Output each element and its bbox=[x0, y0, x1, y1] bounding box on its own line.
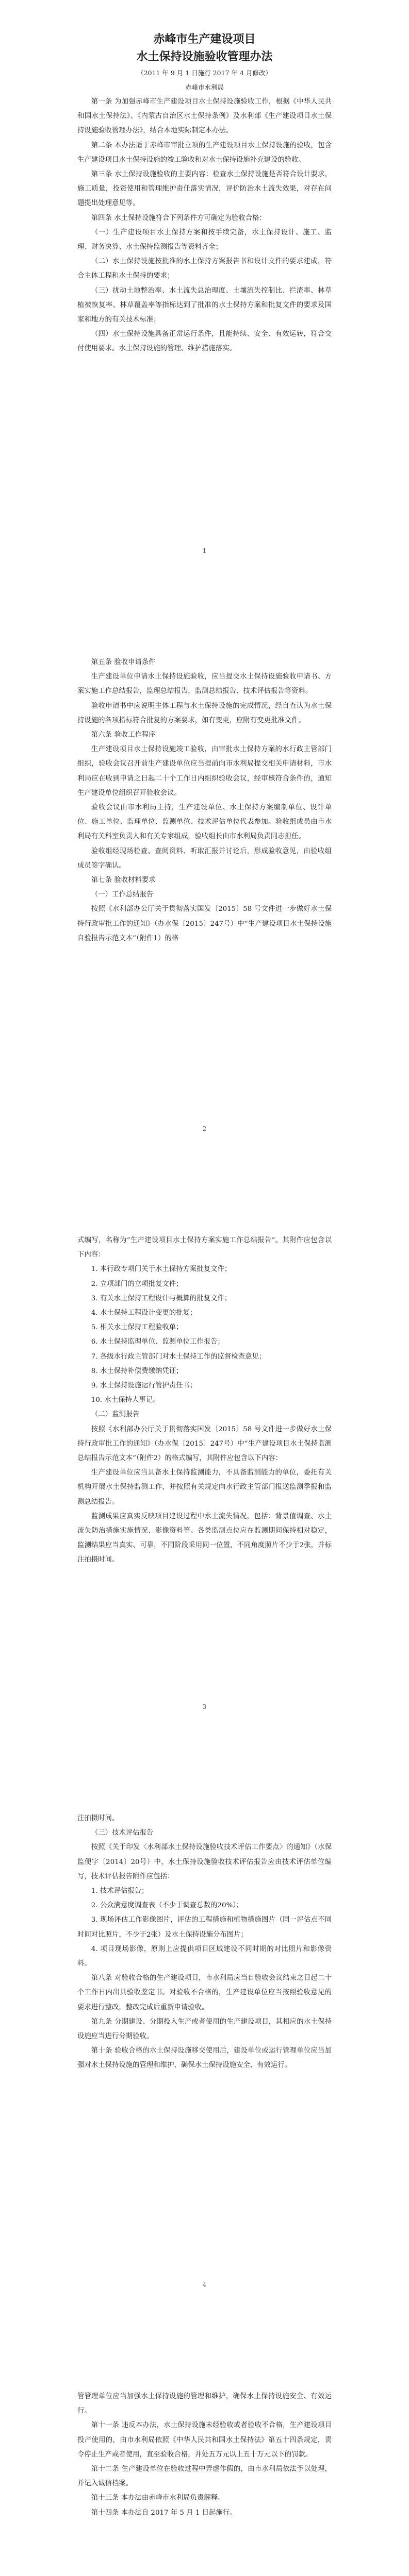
paragraph: 第十一条 违反本办法，水土保持设施未经验收或者验收不合格，生产建设项目投产使用的，由市水利局依照《中华人民共和国水土保持法》第五十四条规定，责令停止生产或者使用，直至验收合格，并处五万元以上五十万元以下的罚款。 bbox=[77, 2421, 332, 2459]
paragraph: 4. 水土保持工程设计变更的批复； bbox=[91, 1309, 197, 1317]
paragraph: 管管理单位应当加强水土保持设施的管理和维护，确保水土保持设施安全、有效运行。 bbox=[77, 2393, 332, 2415]
paragraph: 验收申请书中应说明主体工程与水土保持设施的完成情况，经自查认为水土保持设施的各项指标符合批复的方案要求，如有变更，应附有变更批准文件。 bbox=[77, 702, 332, 724]
paragraph: 2. 公众满意度调查表（不少于调查总数的20%）； bbox=[91, 1902, 243, 1910]
paragraph: （三）扰动土地整治率、水土流失总治理度、土壤流失控制比、拦渣率、林草植被恢复率、林草覆盖率等指标达到了批准的水土保持方案和批复文件的要求及国家和地方的有关技术标准； bbox=[77, 286, 332, 324]
paragraph: 9. 水土保持设施运行管护责任书； bbox=[91, 1382, 197, 1390]
paragraph: 第七条 验收材料要求 bbox=[91, 876, 156, 885]
paragraph: 7. 各级水行政主管部门对水土保持工作的监督检查意见； bbox=[91, 1352, 266, 1361]
paragraph: （三）技术评估报告 bbox=[91, 1829, 154, 1837]
paragraph: （一）工作总结报告 bbox=[91, 891, 154, 899]
paragraph: （一）生产建设项目水土保持方案和按手续完备，水土保持设计、施工、监理、财务决算、水土保持监测报告等资料齐全； bbox=[77, 228, 332, 251]
page-number: 3 bbox=[202, 1703, 207, 1710]
paragraph: 第六条 验收工作程序 bbox=[91, 731, 156, 739]
page-3 bbox=[0, 1156, 409, 1734]
paragraph: 第四条 水土保持设施符合下列条件方可确定为验收合格： bbox=[91, 214, 266, 222]
paragraph: 按照《关于印发〈水利部水土保持设施验收技术评估工作要点〉的通知》（水保监便字〔2014〕20号）中，水土保持设施验收技术评估报告应由技术评估单位编写，技术评估报告附件应包括： bbox=[77, 1843, 332, 1880]
page-body bbox=[77, 1233, 332, 1568]
page-5 bbox=[0, 2312, 409, 2576]
paragraph: 第十二条 生产建设单位在验收过程中弄虚作假的，由市水利局依法予以处理，并记入诚信档案。 bbox=[77, 2465, 332, 2488]
paragraph: 第三条 水土保持设施验收的主要内容：检查水土保持设施是否符合设计要求，施工质量，投资使用和管理维护责任落实情况，评价防治水土流失效果，对存在问题提出处理意见等。 bbox=[77, 171, 332, 208]
paragraph: （二）水土保持设施按批准的水土保持方案报告书和设计文件的要求建成，符合主体工程和水土保持的要求； bbox=[77, 258, 332, 280]
paragraph: 3. 现场评估工作影像图片，评估的工程措施和植物措施图片（同一评估点不同时间对比照片，不少于2张）及水土保持设施分布图片； bbox=[77, 1916, 332, 1939]
paragraph: 第八条 对验收合格的生产建设项目，市水利局应当自验收会议结束之日起二十个工作日内出具验收鉴定书。对验收不合格的，生产建设单位应当按照验收意见的要求进行整改，整改完成后重新申请验收。 bbox=[77, 1974, 332, 2011]
paragraph: 6. 水土保持监理单位、监测单位工作报告； bbox=[91, 1338, 224, 1346]
paragraph: 第一条 为加强赤峰市生产建设项目水土保持设施验收工作，根据《中华人民共和国水土保持法》、《内蒙古自治区水土保持条例》及水利部《生产建设项目水土保持设施验收管理办法》，结合本地实际制定本办法。 bbox=[77, 98, 332, 135]
paragraph: 4. 项目现场影像，原则上应提供项目区域建设不同时期的对比照片和影像资料。 bbox=[77, 1945, 332, 1968]
page-number: 2 bbox=[202, 1125, 207, 1132]
page-number: 4 bbox=[202, 2281, 207, 2289]
paragraph: 2. 立项部门的立项批复文件； bbox=[91, 1280, 183, 1288]
document-issuer: 赤峰市水利局 bbox=[185, 83, 224, 91]
paragraph: 第二条 本办法适于赤峰市审批立项的生产建设项目水土保持设施的验收，包含生产建设项目水土保持设施的竣工验收和对水土保持设施补充建设的验收。 bbox=[77, 141, 332, 164]
paragraph: 注拍摄时间。 bbox=[77, 1815, 119, 1822]
document-dateline: （2011 年 9 月 1 日施行 2017 年 4 月修改） bbox=[137, 69, 272, 77]
paragraph: 生产建设项目水土保持设施竣工验收，由审批水土保持方案的水行政主管部门组织，验收会议召开前生产建设单位应当提前向市水利局提交相关申请材料，市水利局应在收到申请之日起二十个工作日内组织验收会议，经审核符合条件的，通知生产建设单位组织召开验收会议。 bbox=[77, 745, 332, 797]
paragraph: 8. 水土保持补偿费缴纳凭证； bbox=[91, 1367, 183, 1375]
paragraph: 第十条 验收合格的水土保持设施移交使用后，建设单位或运行管理单位应当加强对水土保持设施的管理和维护，确保水土保持设施安全、有效运行。 bbox=[77, 2047, 332, 2070]
paragraph: 5. 相关水土保持工程验收单； bbox=[91, 1324, 183, 1332]
page-body bbox=[77, 1811, 332, 2073]
paragraph: 生产建设单位应当具备水土保持监测能力，不具备监测能力的单位，委托有关机构开展水土保持监测工作，并按照有关规定向水行政主管部门报送监测季报和监测总结报告。 bbox=[77, 1469, 332, 1506]
paragraph: 第九条 分期建设、分期投入生产或者使用的生产建设项目，其相应的水土保持设施应当进行分期验收。 bbox=[77, 2018, 332, 2041]
page-body bbox=[77, 2389, 332, 2520]
paragraph: 1. 技术评估报告； bbox=[91, 1887, 149, 1895]
paragraph: 10. 水土保持大事记。 bbox=[91, 1396, 160, 1404]
paragraph: 生产建设单位申请水土保持设施验收，应当提交水土保持设施验收申请书、方案实施工作总结报告，监理总结报告，监测总结报告、技术评估报告等资料。 bbox=[77, 673, 332, 696]
paragraph: 按照《水利部办公厅关于贯彻落实国发〔2015〕58 号文件进一步做好水土保持行政审批工作的通知》（办水保〔2015〕247号）中“生产建设项目水土保持监测总结报告示范文本”（附件2）的格式编写，其附件应包含以下内容： bbox=[77, 1425, 332, 1463]
document-title-line1: 赤峰市生产建设项目 bbox=[153, 33, 256, 46]
page-body bbox=[77, 655, 332, 946]
paragraph: 验收组经现场检查、查阅资料、听取汇报并讨论后，形成验收意见，由验收组成员签字确认。 bbox=[77, 847, 332, 870]
paragraph: （四）水土保持设施具备正常运行条件，且能持续、安全、有效运转，符合交付使用要求。水土保持设施的管理、维护措施落实。 bbox=[77, 330, 332, 353]
paragraph: 3. 有关水土保持工程设计与概算的批复文件； bbox=[91, 1294, 232, 1302]
paragraph: 第五条 验收申请条件 bbox=[91, 658, 156, 666]
paragraph: （二）监测报告 bbox=[91, 1411, 140, 1419]
paragraph: 式编写，名称为“生产建设项目水土保持方案实施工作总结报告”。其附件应包含以下内容： bbox=[77, 1236, 332, 1259]
page-4 bbox=[0, 1734, 409, 2312]
paragraph: 监测成果应真实反映项目建设过程中水土流失情况，包括：背景值调查、水土流失防治措施实施情况、影像资料等。各类监测点位应在监测期间保持相对稳定，监测结果应当真实、可靠，不同阶段采用同一位置，不同角度照片不少于2张，并标注拍摄时间。 bbox=[77, 1512, 332, 1564]
page-body bbox=[77, 31, 332, 357]
page-1 bbox=[0, 0, 409, 578]
paragraph: 按照《水利部办公厅关于贯彻落实国发〔2015〕58 号文件进一步做好水土保持行政审批工作的通知》（办水保〔2015〕247号）中“生产建设项目水土保持设施自验报告示范文本”（附件1）的格 bbox=[77, 905, 332, 942]
page-2 bbox=[0, 578, 409, 1156]
paragraph: 验收会议由市水利局主持，生产建设单位、水土保持方案编制单位、设计单位、施工单位、监理单位、监测单位、技术评估单位代表参加。验收组成员由市水利局有关科室负责人和有关专家组成，验收组长由市水利局负责同志担任。 bbox=[77, 804, 332, 841]
paragraph: 第十三条 本办法由赤峰市水利局负责解释。 bbox=[91, 2494, 225, 2502]
paragraph: 1. 本行政专项门关于水土保持方案批复文件； bbox=[91, 1265, 232, 1274]
document-title-line2: 水土保持设施验收管理办法 bbox=[136, 50, 273, 63]
page-number: 1 bbox=[202, 547, 207, 554]
paragraph: 第十四条 本办法自 2017 年 5 月 1 日起施行。 bbox=[91, 2509, 237, 2517]
